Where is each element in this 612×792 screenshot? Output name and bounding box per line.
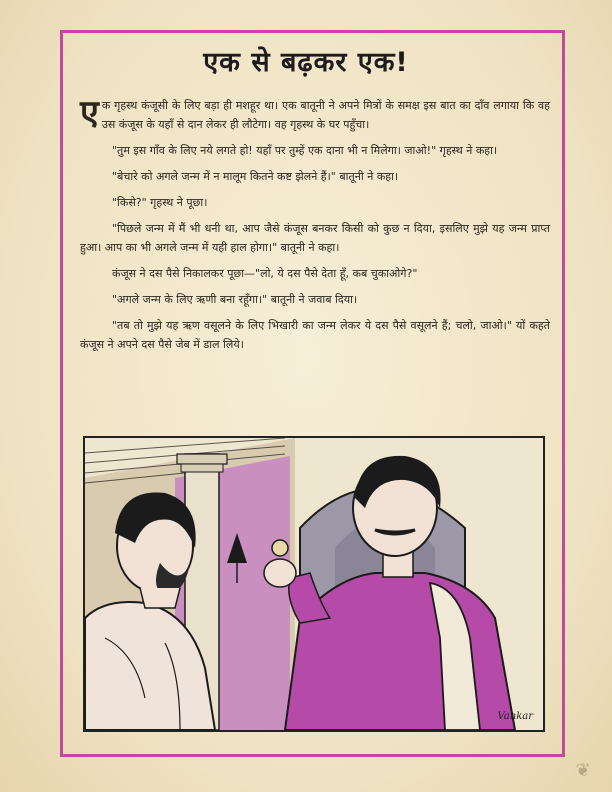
story-title: एक से बढ़कर एक!	[203, 47, 409, 78]
coin	[272, 540, 288, 556]
paragraph-1: एक गृहस्थ कंजूसी के लिए बड़ा ही मशहूर था। एक बातूनी ने अपने मित्रों के समक्ष इस बात का दाँव लगाया कि वह उस कंजूस के यहाँ से दान लेकर ही लौटेगा। वह गृहस्थ के घर पहुँचा।	[80, 93, 550, 133]
story-illustration	[83, 436, 545, 732]
paragraph-6: कंजूस ने दस पैसे निकालकर पूछा—"लो, ये दस पैसे देता हूँ, कब चुकाओगे?"	[112, 267, 418, 280]
paragraph-5: "पिछले जन्म में मैं भी धनी था, आप जैसे कंजूस बनकर किसी को कुछ न दिया, इसलिए मुझे यह जन्म प्राप्त हुआ। आप का भी अगले जन्म में यही हाल होगा।" बातूनी ने कहा।	[80, 222, 550, 254]
paragraph-3: "बेचारे को अगले जन्म में न मालूम कितने कष्ट झेलने हैं।" बातूनी ने कहा।	[112, 170, 399, 183]
miser-hand	[264, 559, 296, 587]
story-text	[80, 93, 550, 361]
artist-signature: Vankar	[497, 711, 533, 722]
illustration-drawing	[85, 438, 543, 730]
paragraph-7: "अगले जन्म के लिए ऋणी बना रहूँगा।" बातूनी ने जवाब दिया।	[112, 293, 358, 306]
paragraph-2: "तुम इस गाँव के लिए नये लगते हो! यहाँ पर तुम्हें एक दाना भी न मिलेगा। जाओ!" गृहस्थ ने कहा।	[112, 144, 498, 157]
corner-flourish-icon: ❦	[575, 760, 591, 781]
paragraph-4: "किसे?" गृहस्थ ने पूछा।	[112, 196, 208, 209]
paragraph-8: "तब तो मुझे यह ऋण वसूलने के लिए भिखारी का जन्म लेकर ये दस पैसे वसूलने हैं; चलो, जाओ।" यों कहते कंजूस ने अपने दस पैसे जेब में डाल लिये।	[80, 319, 550, 351]
